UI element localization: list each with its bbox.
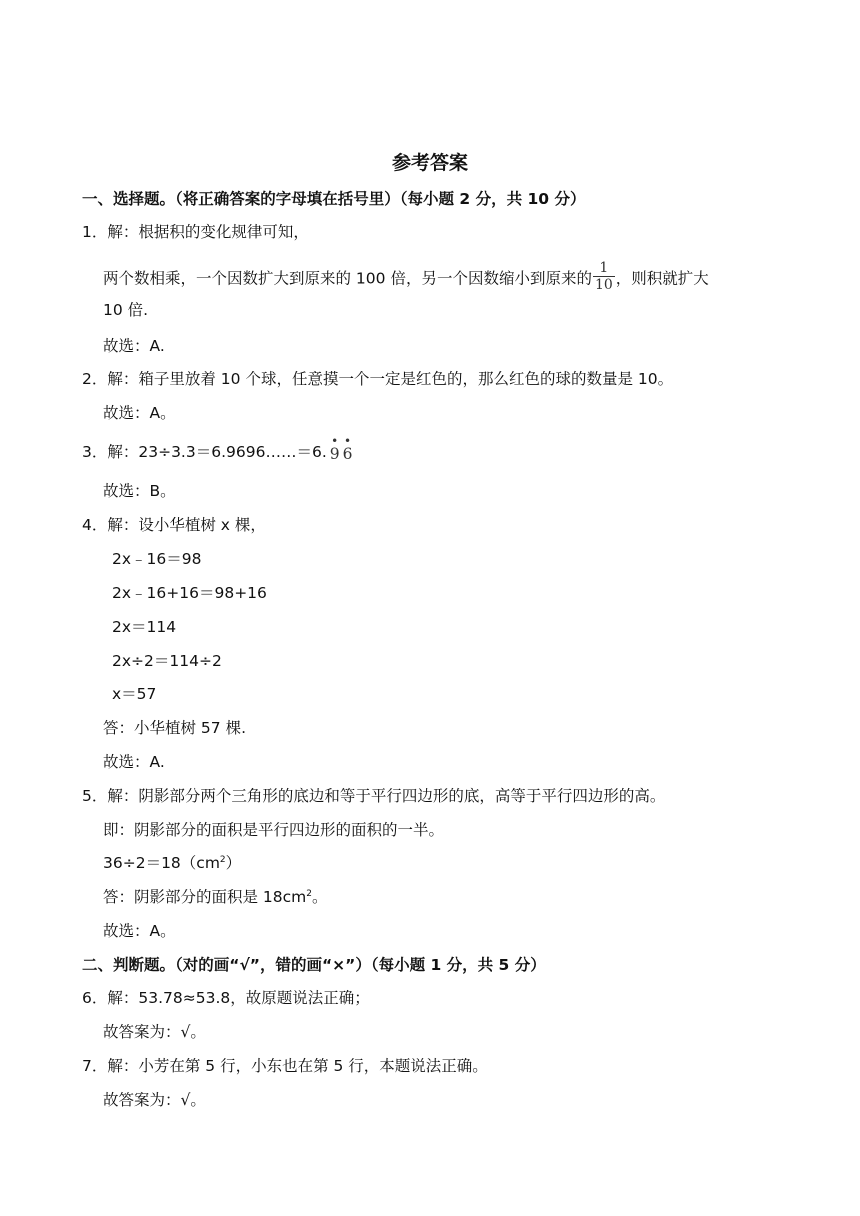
q5-solution-intro: 5．解：阴影部分两个三角形的底边和等于平行四边形的底，高等于平行四边形的高。 [82, 787, 666, 805]
repeat-dot-icon: • [331, 434, 339, 448]
fraction-one-tenth [593, 260, 615, 294]
q1-solution-intro: 1．解：根据积的变化规律可知， [82, 223, 309, 241]
repeating-digit: 9 [329, 445, 340, 463]
q5-reply [103, 887, 328, 907]
q7-answer: 故答案为：√。 [103, 1091, 206, 1109]
q4-step: x＝57 [112, 685, 157, 703]
q5-answer: 故选：A。 [103, 922, 176, 940]
q4-solution-intro: 4．解：设小华植树 x 棵， [82, 516, 266, 534]
q4-step: 2x﹣16+16＝98+16 [112, 584, 267, 602]
section-heading-multiple-choice: 一、选择题。（将正确答案的字母填在括号里）（每小题 2 分，共 10 分） [82, 190, 586, 208]
q1-explanation-continued: 10 倍. [103, 301, 149, 319]
q4-reply: 答：小华植树 57 棵. [103, 719, 247, 737]
q4-step: 2x＝114 [112, 618, 177, 636]
q1-answer: 故选：A. [103, 337, 165, 355]
superscript: 2 [306, 889, 313, 899]
q4-step: 2x÷2＝114÷2 [112, 652, 222, 670]
q6-answer: 故答案为：√。 [103, 1023, 206, 1041]
q4-step: 2x﹣16＝98 [112, 550, 202, 568]
fraction-denominator: 10 [594, 277, 613, 293]
q5-calculation-close: ） [225, 854, 242, 872]
q3-calculation: 3．解：23÷3.3＝6.9696……＝6. [82, 443, 327, 461]
q5-calculation [103, 853, 241, 873]
fraction-numerator: 1 [593, 260, 615, 277]
superscript: 2 [219, 855, 226, 865]
repeat-dot-icon: • [344, 434, 352, 448]
q5-reply-text: 答：阴影部分的面积是 18cm [103, 888, 307, 906]
q5-reply-end: 。 [312, 888, 328, 906]
q2-answer: 故选：A。 [103, 404, 176, 422]
q1-explanation-text-end: ，则积就扩大 [615, 269, 709, 288]
q7-solution: 7．解：小芳在第 5 行，小东也在第 5 行，本题说法正确。 [82, 1057, 488, 1075]
q5-explanation: 即：阴影部分的面积是平行四边形的面积的一半。 [103, 821, 445, 839]
page-title: 参考答案 [391, 152, 468, 174]
repeating-digit-6 [342, 434, 353, 464]
q2-solution: 2．解：箱子里放着 10 个球，任意摸一个一定是红色的，那么红色的球的数量是 10。 [82, 370, 674, 388]
section-heading-true-false: 二、判断题。（对的画“√”，错的画“×”）（每小题 1 分，共 5 分） [82, 956, 546, 974]
q1-explanation-text: 两个数相乘，一个因数扩大到原来的 100 倍，另一个因数缩小到原来的 [103, 269, 592, 288]
q3-answer: 故选：B。 [103, 482, 176, 500]
q1-solution-explanation [103, 262, 709, 296]
q6-solution: 6．解：53.78≈53.8，故原题说法正确； [82, 989, 370, 1007]
q3-solution [82, 434, 353, 463]
q5-calculation-text: 36÷2＝18（cm [103, 854, 220, 872]
repeating-digit-9 [329, 434, 340, 464]
q4-answer: 故选：A. [103, 753, 165, 771]
repeating-digit: 6 [342, 445, 353, 463]
